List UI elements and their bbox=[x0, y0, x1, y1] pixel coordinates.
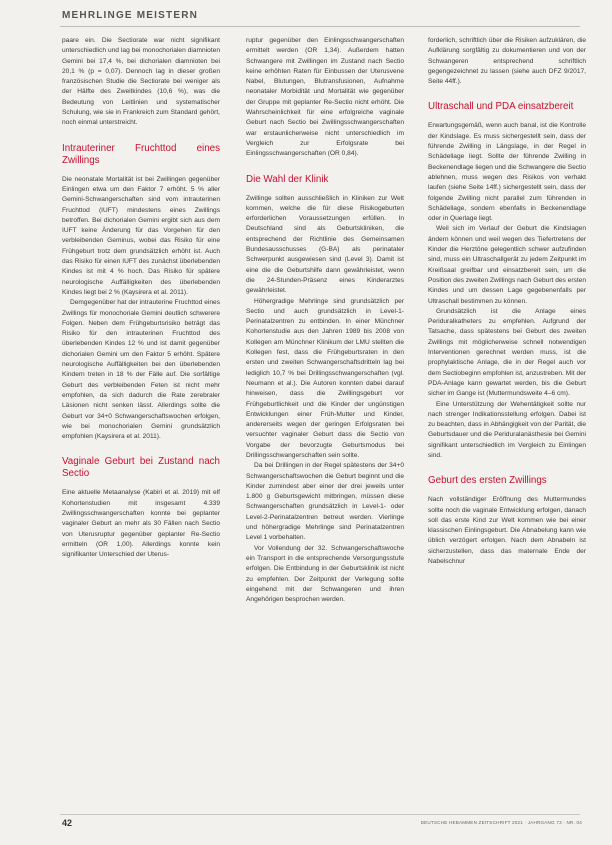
paragraph: Demgegenüber hat der intrauterine Fruchttod eines Zwillings für monochoriale Gemini deutlich schwerere Folgen. Neben dem Frühgeburtsrisiko beträgt das Risiko für den intrauterinen Fruchttod des überlebenden Kindes 12 % und ist damit gegenüber dichorialen Gemini um den Faktor 5 erhöht. Spätere neurologische Auffälligkeiten bei den überlebenden Kindern treten in 18 % der Fälle auf. Die sorfältige Geburt des verbleibenden Feten ist nicht mehr empfohlen, da sich dadurch die Rate zerebraler Läsionen nicht senken lässt. Allerdings sollte die Geburt vor 34+0 Schwangerschaftswochen erfolgen, wie bei monochorialen Gemini grundsätzlich empfohlen (Kaysirera et al. 2011). bbox=[62, 299, 220, 441]
header-rule bbox=[60, 26, 580, 27]
column-2 bbox=[246, 36, 404, 605]
column-3 bbox=[428, 36, 586, 567]
paragraph: Höhergradige Mehrlinge sind grundsätzlich per Sectio und auch grundsätzlich in Level-1-Perinatalzentren zu entbinden. In einer Münchner Kohortenstudie aus den Jahren 1989 bis 2008 von Kollegen am Münchner Klinikum der LMU stellten die Kollegen fest, dass die Frühgeburtsraten in den ersten und zweiten Schwangerschaftsdritteln lag bei lediglich 10,7 % bei Drillingsschwangerschaften (vgl. Neumann et al.). Die Autoren konnten dabei darauf hinweisen, dass die Zwillingsgeburt vor Frühgeburtlichkeit und die Kinder der ungünstigen Entwicklungen einer Früh-Mutter und Kinder, andererseits wegen der geringen Erfolgsraten bei versuchter vaginaler Geburt dass die Sectio von Vorgabe der bevorzugte Geburtsmodus bei Drillingsschwangerschaften sein sollte. bbox=[246, 297, 404, 459]
paragraph: Eine Unterstützung der Wehentätigkeit sollte nur nach strenger Indikationsstellung erfolgen. Dabei ist zu beachten, dass in Abhängigkeit von der Parität, die Geburtsdauer und die Periduralanästhesie bei Gemini signifikant unterschiedlich im Vergleich zu Einlingen sind. bbox=[428, 400, 586, 459]
paragraph: Da bei Drillingen in der Regel spätestens der 34+0 Schwangerschaftswochen die Geburt beginnt und die Kinder zumindest aber einer der drei jeweils unter 1.800 g Geburtsgewicht mitbringen, müssen diese Schwangerschaften grundsätzlich in Level-1- oder Level-2-Perinatalzentren betreut werden. Vierlinge und höhergradige Mehrlinge sind Perinatalzentren Level 1 vorbehalten. bbox=[246, 462, 404, 542]
paragraph: Die neonatale Mortalität ist bei Zwillingen gegenüber Einlingen etwa um den Faktor 7 erhöht. 5 % aller Gemini-Schwangerschaften sind vom intrauterinen Fruchttod (IUFT) mindestens eines Zwillings betroffen. Bei dichorialen Gemini ergibt sich aus dem IUFT keine Änderung für das Vorgehen für den verbleibenden Geminus, wobei das Risiko für eine Frühgeburt trotz dem grundsätzlich erhöht ist. Auch das Risiko für einen IUFT des zunächst überlebenden Kindes ist mit 4 % hoch. Das Risiko für spätere neurologische Auffälligkeiten des überlebenden Kindes liegt bei 2 % (Kaysirera et al. 2011). bbox=[62, 175, 220, 296]
footer-citation: DEUTSCHE HEBAMMEN ZEITSCHRIFT 2021 · JAHRGANG 73 · NR. 04 bbox=[420, 820, 582, 825]
section-heading-clinic: Die Wahl der Klinik bbox=[246, 173, 329, 185]
section-heading-iuft: Intrauteriner Fruchttod eines Zwillings bbox=[62, 142, 220, 166]
paragraph: paare ein. Die Sectiorate war nicht signifikant unterschiedlich und lag bei monochorialen diamnioten Gemini bei 17,4 %, bei dichorialen diamnioten bei 20,1 % (p = 0,07). Dennoch lag in dieser großen französischen Studie die Sectiorate bei weniger als der Hälfte des Zweitkindes (10,6 %), was die Bedeutung von Leitlinien und systematischer Schulung, wie sie in Frankreich zum Standard gehört, noch einmal unterstreicht. bbox=[62, 37, 220, 127]
column-1 bbox=[62, 36, 220, 560]
footer-rule bbox=[60, 814, 580, 815]
paragraph: Erwartungsgemäß, wenn auch banal, ist die Kontrolle der Kindslage. Es muss sichergestellt sein, dass der führende Zwilling in Längslage, in der Regel in Schädellage liegt. Sollte der führende Zwilling in Beckenendlage liegen und die Schwangere die Sectio ablehnen, muss wegen des Risikos von verhakt laufen (siehe Seite 14ff.) sichergestellt sein, dass der folgende Zwilling nicht parallel zum führenden in Schädellage, sondern ebenfalls in Beckenendlage oder in Querlage liegt. bbox=[428, 122, 586, 223]
paragraph: ruptur gegenüber den Einlingsschwangerschaften ermittelt werden (OR 1,34). Außerdem hatten Schwangere mit Zwillingen im Zustand nach Sectio keine erhöhten Raten für Einbussen der Uterusvene Nabel, Blutungen, Blutransfusionen, Aufnahme neonataler Morbidität und Mortalität wie gegenüber der Gruppe mit geplanter Re-Sectio nicht erhöht. Die Wahrscheinlichkeit für eine erfolgreiche vaginale Geburt nach Sectio bei Zwillingsschwangerschaften war erstaunlicherweise nicht unterschiedlich im Vergleich zur Erfolgsrate bei Einlingsschwangerschaften (OR 0,84). bbox=[246, 37, 404, 158]
paragraph: Weil sich im Verlauf der Geburt die Kindslagen ändern können und weil wegen des Tiefertretens der Kinder die Herztöne gelegentlich schwer aufzufinden sind, muss ein Ultraschallgerät zu jedem Zeitpunkt im Kreißsaal greifbar und einsatzbereit sein, um die Position des zweiten Zwillings nach Geburt des ersten Kindes und um dessen Lage gegebenenfalls per Ultraschall bestimmen zu können. bbox=[428, 225, 586, 305]
paragraph: Vor Vollendung der 32. Schwangerschaftswoche ein Transport in die entsprechende Versorgungsstufe erfolgen. Die Entbindung in der Geburtsklinik ist nicht zu empfehlen. Der Zeitpunkt der Verlegung sollte eingehend mit der Schwangeren und ihren Angehörigen besprochen werden. bbox=[246, 544, 404, 604]
paragraph: Eine aktuelle Metaanalyse (Kabiri et al. 2019) mit elf Kohortenstudien mit insgesamt 4.339 Zwillingsschwangerschaften konnte bei geplanter vaginaler Geburt an mehr als 30 Fällen nach Sectio von Uterusruptur gegenüber geplanter Re-Sectio ermitteln (OR 1,00). Allerdings konnte kein signifikanter Unterschied der Uterus- bbox=[62, 489, 220, 559]
paragraph: forderlich, schriftlich über die Risiken aufzuklären, die Aufklärung sorgfältig zu dokumentieren und von der Schwangeren entsprechend schriftlich gegengezeichnet zu lassen (siehe auch DFZ 9/2017, Seite 44ff.). bbox=[428, 37, 586, 86]
paragraph: Nach vollständiger Eröffnung des Muttermundes sollte noch die vaginale Entwicklung erfolgen, danach soll das erste Kind zur Welt kommen wie bei einer klassischen Einlingsgeburt. Die Abnabelung kann wie üblich verzögert erfolgen. Nach dem Abnabeln ist sicherzustellen, dass das maternale Ende der Nabelschnur bbox=[428, 496, 586, 566]
section-heading-first-twin: Geburt des ersten Zwillings bbox=[428, 475, 547, 487]
section-heading-vaginal-birth: Vaginale Geburt bei Zustand nach Sectio bbox=[62, 456, 220, 480]
paragraph: Grundsätzlich ist die Anlage eines Periduralkatheters zu empfehlen. Aufgrund der Tatsache, dass spätestens bei Geburt des zweiten Zwillings mit möglicherweise schnell notwendigen Interventionen gerechnet werden muss, ist die prophylaktische Anlage, die in der Regel auch vor dem Sectiobeginn empfohlen ist, anzustreben. Mit der PDA-Anlage kann gewartet werden, bis die Geburt sicher im Gange ist (Muttermundsweite 4–6 cm). bbox=[428, 307, 586, 398]
section-heading-ultrasound: Ultraschall und PDA einsatzbereit bbox=[428, 101, 574, 113]
page-number: 42 bbox=[62, 818, 73, 828]
running-head: MEHRLINGE MEISTERN bbox=[62, 10, 199, 21]
paragraph: Zwillinge sollten ausschließlich in Kliniken zur Welt kommen, welche die für diese Risikogeburten erforderlichen Voraussetzungen erfüllen. In Deutschland sind als Geburtskliniken, die entsprechend der Richtlinie des Gemeinsamen Bundesausschusses (G-BA) als perinataler Schwerpunkt ausgewiesen sind (Level 3). Damit ist eine die die Geburtshilfe dann gewährleistet, wenn die 24-Stunden-Präsenz eines Kinderarztes gewährleistet. bbox=[246, 194, 404, 295]
